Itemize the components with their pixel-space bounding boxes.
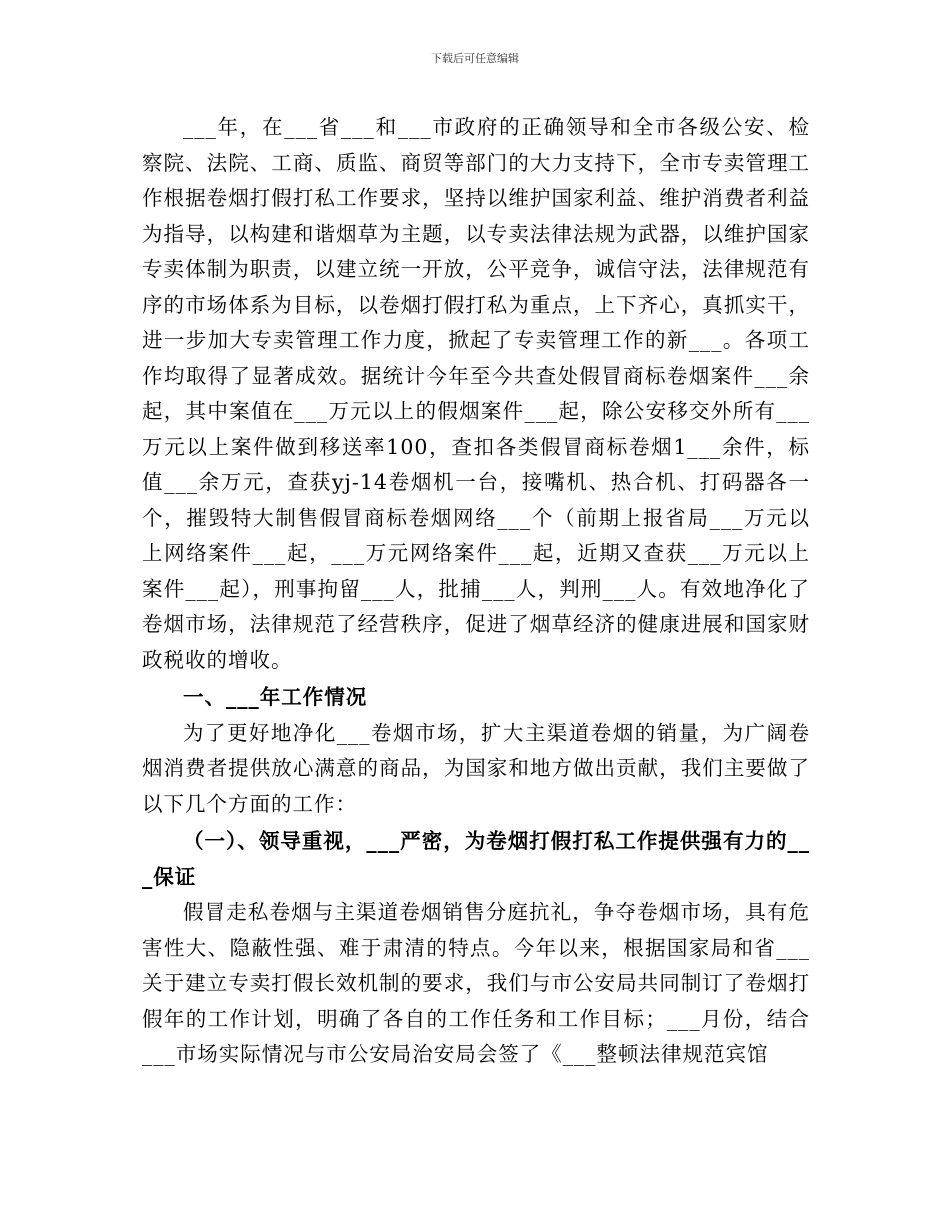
subsection-paragraph: 假冒走私卷烟与主渠道卷烟销售分庭抗礼，争夺卷烟市场，具有危害性大、隐蔽性强、难于肃清的特点。今年以来，根据国家局和省___关于建立专卖打假长效机制的要求，我们与市公安局共同制订了卷烟打假年的工作计划，明确了各自的工作任务和工作目标；___月份，结合___市场实际情况与市公安局治安局会签了《___整顿法律规范宾馆	[142, 900, 810, 1066]
page-header: 下载后可任意编辑	[431, 52, 519, 65]
intro-paragraph: ___年，在___省___和___市政府的正确领导和全市各级公安、检察院、法院、工商、质监、商贸等部门的大力支持下，全市专卖管理工作根据卷烟打假打私工作要求，坚持以维护国家利益、维护消费者利益为指导，以构建和谐烟草为主题，以专卖法律法规为武器，以维护国家专卖体制为职责，以建立统一开放，公平竞争，诚信守法，法律规范有序的市场体系为目标，以卷烟打假打私为重点，上下齐心，真抓实干，进一步加大专卖管理工作力度，掀起了专卖管理工作的新___。各项工作均取得了显著成效。据统计今年至今共查处假冒商标卷烟案件___余起，其中案值在___万元以上的假烟案件___起，除公安移交外所有___万元以上案件做到移送率100，查扣各类假冒商标卷烟1___余件，标值___余万元，查获yj-14卷烟机一台，接嘴机、热合机、打码器各一个，摧毁特大制售假冒商标卷烟网络___个（前期上报省局___万元以上网络案件___起，___万元网络案件___起，近期又查获___万元以上案件___起），刑事拘留___人，批捕___人，判刑___人。有效地净化了卷烟市场，法律规范了经营秩序，促进了烟草经济的健康进展和国家财政税收的增收。	[142, 115, 810, 672]
document-body	[142, 110, 810, 1073]
subsection-heading: （一）、领导重视，___严密，为卷烟打假打私工作提供强有力的___保证	[142, 829, 810, 889]
section-heading: 一、___年工作情况	[183, 685, 368, 709]
section-intro-paragraph: 为了更好地净化___卷烟市场，扩大主渠道卷烟的销量，为广阔卷烟消费者提供放心满意的商品，为国家和地方做出贡献，我们主要做了以下几个方面的工作：	[142, 720, 810, 816]
